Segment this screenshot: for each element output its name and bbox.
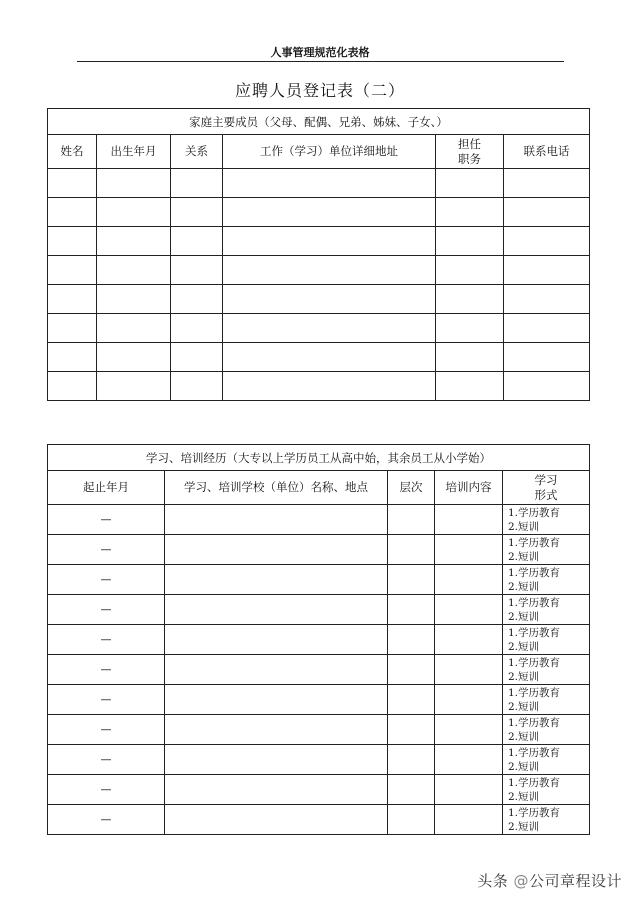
level-cell[interactable] [388, 805, 435, 835]
family-entry-cell[interactable] [48, 256, 97, 285]
school-cell[interactable] [165, 745, 388, 775]
study-form-cell[interactable] [503, 565, 590, 595]
school-cell[interactable] [165, 565, 388, 595]
family-entry-cell[interactable] [436, 285, 504, 314]
training-content-cell[interactable] [435, 565, 503, 595]
school-cell[interactable] [165, 805, 388, 835]
family-entry-cell[interactable] [48, 372, 97, 401]
study-form-option-1: 1.学历教育 [508, 656, 561, 669]
training-content-cell[interactable] [435, 775, 503, 805]
education-table-row [48, 565, 590, 595]
family-members-table [47, 108, 590, 401]
header-rule [77, 61, 564, 62]
education-column-header: 起止年月 [48, 471, 165, 505]
family-table-row [48, 256, 590, 285]
study-form-option-1: 1.学历教育 [508, 716, 561, 729]
watermark-prefix: 头条 [477, 872, 509, 890]
family-entry-cell[interactable] [223, 169, 436, 198]
family-entry-cell[interactable] [171, 343, 223, 372]
family-entry-cell[interactable] [504, 227, 590, 256]
education-table-row [48, 805, 590, 835]
period-cell[interactable]: — [48, 505, 165, 535]
level-cell[interactable] [388, 715, 435, 745]
family-column-header: 姓名 [48, 135, 97, 169]
study-form-option-1: 1.学历教育 [508, 776, 561, 789]
family-entry-cell[interactable] [97, 256, 171, 285]
level-cell[interactable] [388, 775, 435, 805]
level-cell[interactable] [388, 625, 435, 655]
family-section-heading: 家庭主要成员（父母、配偶、兄弟、姊妹、子女、） [48, 109, 590, 135]
period-cell[interactable]: — [48, 625, 165, 655]
study-form-cell[interactable] [503, 775, 590, 805]
training-content-cell[interactable] [435, 805, 503, 835]
study-form-option-1: 1.学历教育 [508, 686, 561, 699]
family-entry-cell[interactable] [504, 285, 590, 314]
education-column-header: 培训内容 [435, 471, 503, 505]
education-table-row [48, 625, 590, 655]
family-entry-cell[interactable] [504, 314, 590, 343]
period-cell[interactable]: — [48, 535, 165, 565]
training-content-cell[interactable] [435, 685, 503, 715]
family-entry-cell[interactable] [504, 256, 590, 285]
training-content-cell[interactable] [435, 655, 503, 685]
family-entry-cell[interactable] [97, 198, 171, 227]
family-entry-cell[interactable] [504, 372, 590, 401]
study-form-option-1: 1.学历教育 [508, 746, 561, 759]
study-form-cell[interactable] [503, 535, 590, 565]
school-cell[interactable] [165, 595, 388, 625]
education-table-row [48, 715, 590, 745]
family-table-row [48, 285, 590, 314]
study-form-cell[interactable] [503, 595, 590, 625]
family-entry-cell[interactable] [48, 285, 97, 314]
study-form-option-1: 1.学历教育 [508, 596, 561, 609]
family-entry-cell[interactable] [48, 169, 97, 198]
family-entry-cell[interactable] [504, 198, 590, 227]
family-entry-cell[interactable] [504, 343, 590, 372]
education-column-header-row [48, 471, 590, 505]
family-column-header: 联系电话 [504, 135, 590, 169]
family-entry-cell[interactable] [48, 227, 97, 256]
family-table-row [48, 314, 590, 343]
school-cell[interactable] [165, 775, 388, 805]
family-entry-cell[interactable] [48, 314, 97, 343]
document-header: 人事管理规范化表格 [270, 46, 370, 59]
school-cell[interactable] [165, 685, 388, 715]
education-section-heading: 学习、培训经历（大专以上学历员工从高中始，其余员工从小学始） [48, 445, 590, 471]
watermark-at: @ [513, 872, 529, 890]
education-table-row [48, 505, 590, 535]
family-entry-cell[interactable] [171, 314, 223, 343]
family-entry-cell[interactable] [436, 314, 504, 343]
family-entry-cell[interactable] [436, 343, 504, 372]
training-content-cell[interactable] [435, 715, 503, 745]
school-cell[interactable] [165, 505, 388, 535]
watermark [477, 870, 622, 891]
family-entry-cell[interactable] [171, 285, 223, 314]
training-content-cell[interactable] [435, 535, 503, 565]
education-table-row [48, 775, 590, 805]
level-cell[interactable] [388, 535, 435, 565]
family-entry-cell[interactable] [97, 343, 171, 372]
study-form-cell[interactable] [503, 685, 590, 715]
study-form-option-2: 2.短训 [508, 820, 540, 833]
family-entry-cell[interactable] [171, 227, 223, 256]
education-table-row [48, 595, 590, 625]
period-cell[interactable]: — [48, 715, 165, 745]
education-column-header: 学习 形式 [503, 471, 590, 505]
study-form-option-2: 2.短训 [508, 520, 540, 533]
study-form-option-1: 1.学历教育 [508, 506, 561, 519]
family-entry-cell[interactable] [97, 372, 171, 401]
family-column-header-row [48, 135, 590, 169]
study-form-option-2: 2.短训 [508, 700, 540, 713]
study-form-option-2: 2.短训 [508, 760, 540, 773]
family-table-row [48, 198, 590, 227]
family-entry-cell[interactable] [97, 314, 171, 343]
family-entry-cell[interactable] [171, 169, 223, 198]
family-table-row [48, 227, 590, 256]
level-cell[interactable] [388, 745, 435, 775]
study-form-cell[interactable] [503, 655, 590, 685]
school-cell[interactable] [165, 715, 388, 745]
period-cell[interactable]: — [48, 685, 165, 715]
family-entry-cell[interactable] [97, 227, 171, 256]
education-section-heading-row [48, 445, 590, 471]
family-entry-cell[interactable] [171, 198, 223, 227]
family-table-row [48, 343, 590, 372]
education-table-row [48, 535, 590, 565]
period-cell[interactable]: — [48, 805, 165, 835]
family-section-heading-row [48, 109, 590, 135]
level-cell[interactable] [388, 565, 435, 595]
study-form-cell[interactable] [503, 625, 590, 655]
education-column-header: 学习、培训学校（单位）名称、地点 [165, 471, 388, 505]
study-form-option-1: 1.学历教育 [508, 536, 561, 549]
family-table-row [48, 169, 590, 198]
training-content-cell[interactable] [435, 505, 503, 535]
study-form-option-1: 1.学历教育 [508, 626, 561, 639]
education-table-row [48, 745, 590, 775]
study-form-cell[interactable] [503, 715, 590, 745]
family-column-header: 关系 [171, 135, 223, 169]
family-entry-cell[interactable] [171, 372, 223, 401]
family-entry-cell[interactable] [223, 198, 436, 227]
family-entry-cell[interactable] [436, 227, 504, 256]
training-content-cell[interactable] [435, 625, 503, 655]
family-entry-cell[interactable] [48, 343, 97, 372]
study-form-cell[interactable] [503, 745, 590, 775]
level-cell[interactable] [388, 505, 435, 535]
period-cell[interactable]: — [48, 565, 165, 595]
study-form-cell[interactable] [503, 505, 590, 535]
school-cell[interactable] [165, 535, 388, 565]
study-form-option-2: 2.短训 [508, 580, 540, 593]
level-cell[interactable] [388, 595, 435, 625]
family-entry-cell[interactable] [97, 169, 171, 198]
period-cell[interactable]: — [48, 595, 165, 625]
study-form-cell[interactable] [503, 805, 590, 835]
education-table-row [48, 655, 590, 685]
period-cell[interactable]: — [48, 745, 165, 775]
family-entry-cell[interactable] [223, 227, 436, 256]
study-form-option-2: 2.短训 [508, 610, 540, 623]
family-column-header: 出生年月 [97, 135, 171, 169]
education-history-table [47, 444, 590, 835]
school-cell[interactable] [165, 625, 388, 655]
training-content-cell[interactable] [435, 595, 503, 625]
level-cell[interactable] [388, 655, 435, 685]
study-form-option-2: 2.短训 [508, 790, 540, 803]
family-entry-cell[interactable] [48, 198, 97, 227]
family-entry-cell[interactable] [223, 343, 436, 372]
family-entry-cell[interactable] [223, 256, 436, 285]
study-form-option-1: 1.学历教育 [508, 806, 561, 819]
family-entry-cell[interactable] [436, 169, 504, 198]
family-entry-cell[interactable] [223, 314, 436, 343]
family-table-row [48, 372, 590, 401]
training-content-cell[interactable] [435, 745, 503, 775]
study-form-option-2: 2.短训 [508, 730, 540, 743]
page-title: 应聘人员登记表（二） [234, 81, 405, 100]
family-entry-cell[interactable] [171, 256, 223, 285]
family-entry-cell[interactable] [436, 198, 504, 227]
study-form-option-2: 2.短训 [508, 670, 540, 683]
family-entry-cell[interactable] [223, 285, 436, 314]
study-form-option-2: 2.短训 [508, 640, 540, 653]
period-cell[interactable]: — [48, 775, 165, 805]
school-cell[interactable] [165, 655, 388, 685]
watermark-name: 公司章程设计 [528, 872, 622, 890]
family-entry-cell[interactable] [223, 372, 436, 401]
family-column-header: 担任 职务 [436, 135, 504, 169]
family-column-header: 工作（学习）单位详细地址 [223, 135, 436, 169]
education-table-row [48, 685, 590, 715]
study-form-option-1: 1.学历教育 [508, 566, 561, 579]
education-column-header: 层次 [388, 471, 435, 505]
family-entry-cell[interactable] [97, 285, 171, 314]
level-cell[interactable] [388, 685, 435, 715]
family-entry-cell[interactable] [504, 169, 590, 198]
study-form-option-2: 2.短训 [508, 550, 540, 563]
period-cell[interactable]: — [48, 655, 165, 685]
family-entry-cell[interactable] [436, 372, 504, 401]
family-entry-cell[interactable] [436, 256, 504, 285]
